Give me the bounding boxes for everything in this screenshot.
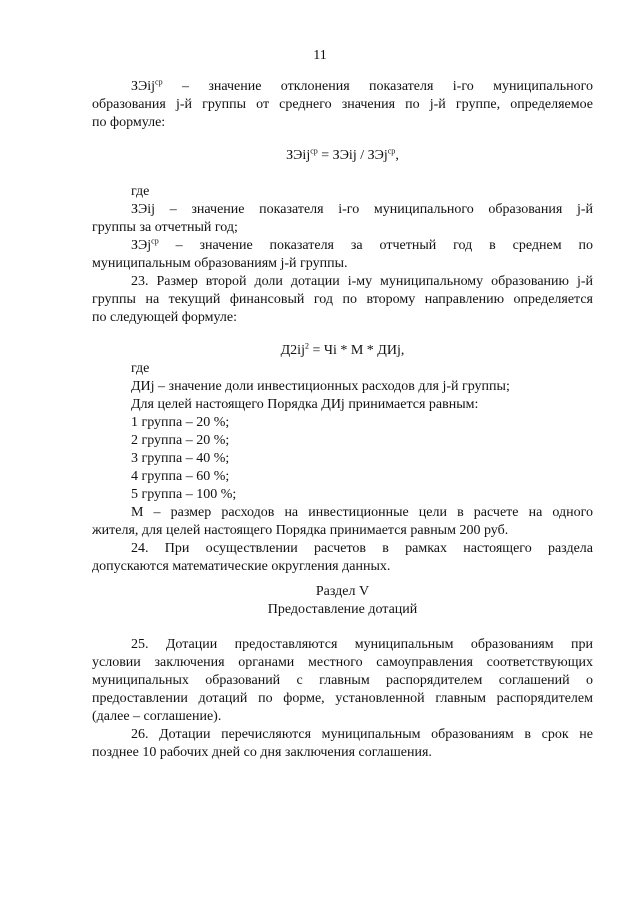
list-item: 2 группа – 20 %; bbox=[131, 433, 230, 448]
paragraph-line: 23. Размер второй доли дотации i-му муниципальному образованию j-й bbox=[131, 274, 593, 289]
section-title: Предоставление дотаций bbox=[267, 602, 418, 617]
paragraph-line: группы за отчетный год; bbox=[92, 220, 238, 235]
paragraph-line: условии заключения органами местного самоуправления соответствующих bbox=[92, 655, 593, 670]
paragraph-line: по формуле: bbox=[92, 115, 166, 130]
paragraph-line: ЗЭj$^{ср}$ – значение показателя за отчетный год в среднем по bbox=[131, 236, 593, 253]
paragraph-line: где bbox=[131, 361, 150, 376]
paragraph-line: по следующей формуле: bbox=[92, 310, 237, 325]
paragraph-line: 25. Дотации предоставляются муниципальным образованиям при bbox=[131, 637, 593, 652]
paragraph-line: предоставлении дотаций по форме, установленной главным распорядителем bbox=[92, 691, 593, 706]
paragraph-line: М – размер расходов на инвестиционные цели в расчете на одного bbox=[131, 505, 593, 520]
page-number: 11 bbox=[313, 48, 327, 63]
paragraph-line: 26. Дотации перечисляются муниципальным образованиям в срок не bbox=[131, 727, 593, 742]
paragraph-line: образования j-й группы от среднего значения по j-й группе, определяемое bbox=[92, 97, 593, 112]
paragraph-line: 24. При осуществлении расчетов в рамках настоящего раздела bbox=[131, 541, 593, 556]
paragraph-line: муниципальных образований с главным распорядителем соглашений о bbox=[92, 673, 593, 688]
list-item: 5 группа – 100 %; bbox=[131, 487, 237, 502]
paragraph-line: где bbox=[131, 184, 150, 199]
section-heading: Раздел V bbox=[315, 584, 370, 599]
list-item: 4 группа – 60 %; bbox=[131, 469, 230, 484]
paragraph-line: ДИj – значение доли инвестиционных расходов для j-й группы; bbox=[131, 379, 510, 394]
paragraph-line: позднее 10 рабочих дней со дня заключения соглашения. bbox=[92, 745, 432, 760]
paragraph-line: муниципальным образованиям j-й группы. bbox=[92, 256, 348, 271]
paragraph-line: ЗЭij$^{ср}$ – значение отклонения показателя i-го муниципального bbox=[131, 77, 593, 94]
paragraph-line: ЗЭij – значение показателя i-го муниципального образования j-й bbox=[131, 202, 593, 217]
paragraph-line: Для целей настоящего Порядка ДИj принимается равным: bbox=[131, 397, 479, 412]
list-item: 3 группа – 40 %; bbox=[131, 451, 230, 466]
formula: $Д2ij^2$ = Чi * М * ДИj, bbox=[280, 341, 405, 358]
paragraph-line: допускаются математические округления данных. bbox=[92, 559, 391, 574]
paragraph-line: группы на текущий финансовый год по второму направлению определяется bbox=[92, 292, 593, 307]
paragraph-line: (далее – соглашение). bbox=[92, 709, 222, 724]
paragraph-line: жителя, для целей настоящего Порядка принимается равным 200 руб. bbox=[92, 523, 509, 538]
formula: ЗЭij$^{ср}$ = ЗЭij / ЗЭj$^{ср}$, bbox=[286, 146, 399, 163]
list-item: 1 группа – 20 %; bbox=[131, 415, 230, 430]
